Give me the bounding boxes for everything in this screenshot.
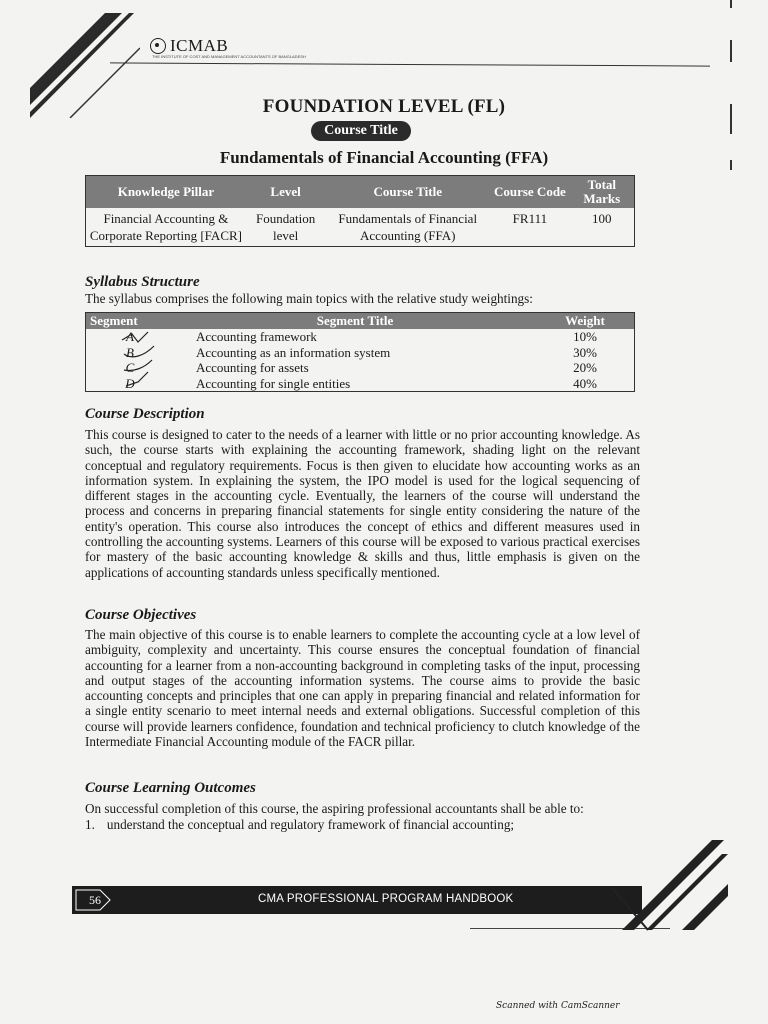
segment-weight: 10% bbox=[573, 329, 597, 344]
level-title: FOUNDATION LEVEL (FL) bbox=[262, 96, 506, 117]
logo-subtext: THE INSTITUTE OF COST AND MANAGEMENT ACCOUNTANTS OF BANGLADESH bbox=[152, 54, 306, 59]
icmab-logo-icon bbox=[150, 38, 166, 54]
segment-letter: A bbox=[126, 329, 134, 344]
footer-handbook-title: CMA PROFESSIONAL PROGRAM HANDBOOK bbox=[258, 893, 514, 905]
learning-outcomes-heading: Course Learning Outcomes bbox=[85, 780, 256, 796]
course-title-pill: Course Title bbox=[311, 121, 411, 141]
table-header-row bbox=[86, 176, 635, 209]
segment-weight: 20% bbox=[573, 360, 597, 375]
segment-letter: D bbox=[125, 375, 135, 391]
course-objectives-text: The main objective of this course is to enable learners to complete the accounting cycle at a low level of ambiguity, complexity and uncertainty. This course ensures the conceptual foundation of financial accounting for a learner from a non-accounting background in completing tasks of the input, processing and output stages of the accounting information systems. The course aims to provide the basic accounting concepts and principles that one can apply in preparing financial and related information for a single entity scenario to meet internal needs and external obligations. Successful completion of this course will provide learners confidence, foundation and technical proficiency to clutch knowledge of the Intermediate Financial Accounting module of the FACR pillar. bbox=[85, 627, 640, 750]
corner-stripes-decoration bbox=[612, 830, 732, 940]
list-item-text: understand the conceptual and regulatory framework of financial accounting; bbox=[106, 817, 515, 832]
cell-level: Foundation level bbox=[255, 211, 316, 243]
course-description-text: This course is designed to cater to the needs of a learner with little or no prior accounting knowledge. As such, the course starts with explaining the accounting framework, shading light on the relevant conceptual and regulatory requirements. Focus is then given to elucidate how accounting works as an information system. In explaining the system, the IPO model is used for the logical sequencing of different stages in the accounting cycle. Eventually, the learners of the course will understand the process and concerns in preparing financial statements for single entity considering the nature of the entity's operation. This course also introduces the concept of ethics and different measures used in controlling the accounting systems. Learners of this course will be exposed to various practical exercises for mastery of the basic accounting knowledge & skills and thus, little emphasis is given on the applications of accounting standards unless specifically mentioned. bbox=[85, 427, 640, 580]
segment-letter: B bbox=[126, 344, 134, 360]
logo-text: ICMAB bbox=[170, 36, 229, 55]
segment-title: Accounting for single entities bbox=[196, 375, 351, 391]
segment-weight: 30% bbox=[573, 344, 597, 360]
margin-mark bbox=[730, 0, 732, 8]
segment-letter: C bbox=[125, 360, 135, 375]
scanner-watermark: Scanned with CamScanner bbox=[496, 1001, 620, 1011]
table-row bbox=[86, 208, 635, 247]
learning-outcomes-intro: On successful completion of this course, the aspiring professional accountants shall be able to: bbox=[85, 801, 584, 816]
header-course-title: Course Title bbox=[325, 176, 490, 209]
knowledge-pillar-table bbox=[85, 175, 635, 247]
header-segment: Segment bbox=[86, 313, 175, 330]
segment-weight: 40% bbox=[573, 375, 597, 391]
header-total-marks: Total Marks bbox=[570, 176, 635, 209]
course-name: Fundamentals of Financial Accounting (FFA) bbox=[219, 148, 549, 167]
page-number: 56 bbox=[89, 892, 101, 907]
header-course-code: Course Code bbox=[490, 176, 569, 209]
header-rule bbox=[110, 62, 710, 66]
cell-course-title: Fundamentals of Financial Accounting (FFA) bbox=[338, 211, 478, 243]
icmab-logo bbox=[150, 36, 228, 56]
header-weight: Weight bbox=[536, 313, 635, 330]
cell-knowledge-pillar: Financial Accounting & Corporate Reporting [FACR] bbox=[89, 211, 242, 243]
segment-title: Accounting for assets bbox=[196, 360, 309, 375]
course-objectives-heading: Course Objectives bbox=[85, 607, 197, 623]
course-description-heading: Course Description bbox=[85, 406, 205, 422]
segment-title: Accounting framework bbox=[196, 329, 317, 344]
cell-course-code: FR111 bbox=[512, 211, 548, 226]
segment-title: Accounting as an information system bbox=[196, 344, 391, 360]
handwritten-check-marks bbox=[118, 330, 168, 394]
margin-mark bbox=[730, 40, 732, 62]
list-item-number: 1. bbox=[85, 817, 95, 832]
syllabus-intro: The syllabus comprises the following main topics with the relative study weightings: bbox=[85, 291, 533, 306]
header-level: Level bbox=[246, 176, 325, 209]
list-item bbox=[85, 817, 645, 832]
cell-total-marks: 100 bbox=[592, 211, 612, 226]
table-header-row bbox=[86, 313, 635, 330]
header-segment-title: Segment Title bbox=[174, 313, 536, 330]
syllabus-structure-heading: Syllabus Structure bbox=[85, 274, 200, 290]
header-knowledge-pillar: Knowledge Pillar bbox=[86, 176, 246, 209]
